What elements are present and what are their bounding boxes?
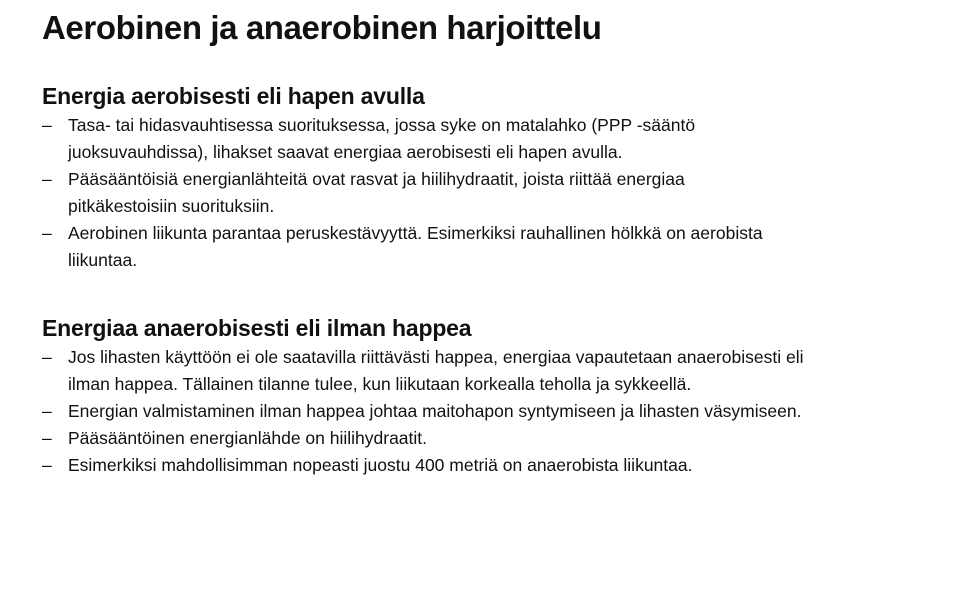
page-title: Aerobinen ja anaerobinen harjoittelu: [42, 9, 602, 46]
list-item-text: Aerobinen liikunta parantaa peruskestävyyttä. Esimerkiksi rauhallinen hölkkä on aerobista liikuntaa.: [68, 223, 763, 270]
dash-bullet: –: [42, 169, 52, 189]
section-heading: Energiaa anaerobisesti eli ilman happea: [42, 315, 472, 341]
bullet-list: [42, 344, 862, 479]
section-aerobic: [42, 80, 862, 274]
dash-bullet: –: [42, 223, 52, 243]
section-heading: Energia aerobisesti eli hapen avulla: [42, 83, 425, 109]
list-item-text: Tasa- tai hidasvauhtisessa suorituksessa, jossa syke on matalahko (PPP -sääntö juoksuvauhdissa), lihakset saavat energiaa aerobisesti eli hapen avulla.: [68, 115, 696, 162]
list-item-text: Esimerkiksi mahdollisimman nopeasti juostu 400 metriä on anaerobista liikuntaa.: [68, 455, 693, 475]
list-item: [42, 452, 868, 479]
dash-bullet: –: [42, 347, 52, 367]
list-item-text: Pääsääntöinen energianlähde on hiilihydraatit.: [68, 428, 428, 448]
list-item-text: Energian valmistaminen ilman happea johtaa maitohapon syntymiseen ja lihasten väsymiseen.: [68, 401, 802, 421]
list-item: [42, 425, 848, 452]
list-item-text: Jos lihasten käyttöön ei ole saatavilla riittävästi happea, energiaa vapautetaan anaerobisesti eli ilman happea. Tällainen tilanne tulee, kun liikutaan korkealla teholla ja sykkeellä.: [68, 347, 804, 394]
list-item: [42, 220, 788, 274]
dash-bullet: –: [42, 428, 52, 448]
list-item: [42, 344, 848, 398]
dash-bullet: –: [42, 455, 52, 475]
list-item: [42, 166, 788, 220]
bullet-list: [42, 112, 862, 274]
dash-bullet: –: [42, 115, 52, 135]
dash-bullet: –: [42, 401, 52, 421]
list-item: [42, 112, 768, 166]
list-item: [42, 398, 808, 425]
list-item-text: Pääsääntöisiä energianlähteitä ovat rasvat ja hiilihydraatit, joista riittää energiaa pitkäkestoisiin suorituksiin.: [68, 169, 685, 216]
section-anaerobic: [42, 312, 862, 479]
